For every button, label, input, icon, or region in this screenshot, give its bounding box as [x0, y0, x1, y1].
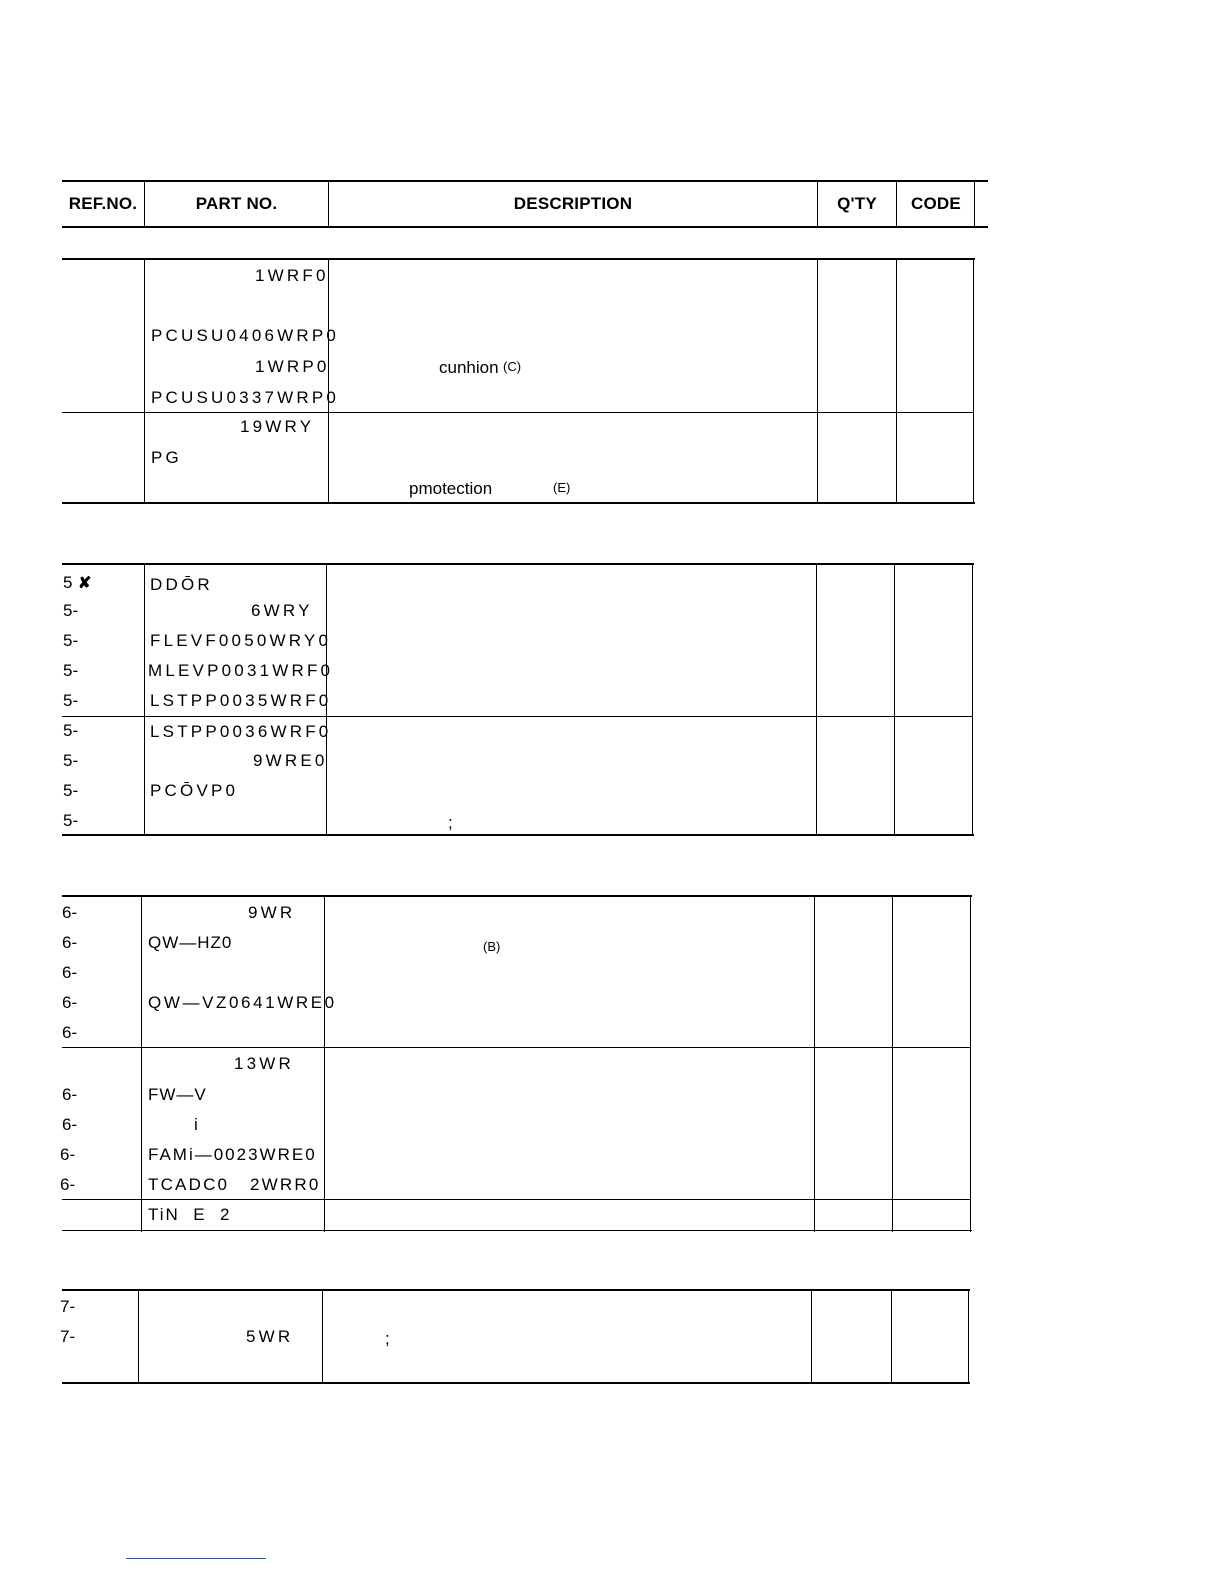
ref-number: 6- — [62, 903, 78, 922]
part-number: QW—VZ0641WRE0 — [148, 993, 337, 1012]
row-separator — [62, 1199, 971, 1200]
part-number: FAMi—0023WRE0 — [148, 1145, 317, 1164]
column-divider — [817, 260, 818, 504]
column-divider — [144, 565, 145, 836]
ref-number: 5- — [63, 781, 79, 800]
column-divider — [970, 897, 971, 1232]
ref-number: 6- — [62, 1023, 78, 1042]
header-ref-no: REF.NO. — [68, 194, 138, 213]
warning-mark-icon: ✘ — [78, 575, 92, 592]
column-divider — [894, 565, 895, 836]
part-number: i — [194, 1115, 201, 1134]
column-divider — [811, 1291, 812, 1384]
ref-number: 5 — [63, 573, 73, 592]
part-number: FLEVF0050WRY0 — [150, 631, 332, 650]
column-divider — [322, 1291, 323, 1384]
footer-rule — [126, 1558, 266, 1559]
header-divider — [974, 182, 975, 228]
part-number: 13WR — [234, 1054, 295, 1073]
ref-number: 5- — [63, 661, 79, 680]
table-header — [62, 180, 988, 228]
ref-number: 5- — [63, 601, 79, 620]
column-divider — [972, 565, 973, 836]
part-number: MLEVP0031WRF0 — [148, 661, 334, 680]
part-number: 1WRF0 — [255, 266, 329, 285]
part-number: 1WRP0 — [255, 357, 330, 376]
ref-number: 6- — [62, 933, 78, 952]
description-text: cunhion — [439, 358, 499, 377]
parts-group-3 — [62, 895, 972, 1231]
part-number: 9WR — [248, 903, 296, 922]
header-part-no: PART NO. — [195, 194, 278, 213]
ref-number: 7- — [60, 1297, 76, 1316]
description-text: pmotection — [409, 479, 493, 498]
part-number: PCŌVP0 — [150, 781, 239, 800]
header-code: CODE — [911, 194, 961, 213]
header-description: DESCRIPTION — [513, 194, 633, 213]
column-divider — [892, 897, 893, 1232]
column-divider — [328, 260, 329, 504]
column-divider — [144, 260, 145, 504]
part-number: 5WR — [246, 1327, 294, 1346]
column-divider — [968, 1291, 969, 1384]
column-divider — [891, 1291, 892, 1384]
column-divider — [141, 897, 142, 1232]
ref-number: 6- — [62, 993, 78, 1012]
header-qty: Q'TY — [837, 194, 877, 213]
part-number: 6WRY — [251, 601, 313, 620]
ref-number: 6- — [60, 1145, 76, 1164]
ref-number: 5- — [63, 631, 79, 650]
part-number: PCUSU0406WRP0 — [151, 326, 340, 345]
part-number: 9WRE0 — [253, 751, 328, 770]
column-divider — [138, 1291, 139, 1384]
row-separator — [62, 716, 973, 717]
part-number: TiN E 2 — [148, 1205, 232, 1224]
ref-number: 6- — [62, 1085, 78, 1104]
column-divider — [973, 260, 974, 504]
part-number: 19WRY — [240, 417, 315, 436]
ref-number: 7- — [60, 1327, 76, 1346]
ref-number: 5- — [63, 691, 79, 710]
parts-group-2 — [62, 563, 974, 836]
ref-number: 6- — [60, 1175, 76, 1194]
column-divider — [814, 897, 815, 1232]
part-number: PG — [151, 448, 182, 467]
part-number: DDŌR — [150, 575, 213, 594]
row-separator — [62, 1047, 971, 1048]
part-number: TCADC0 2WRR0 — [148, 1175, 321, 1194]
part-number: LSTPP0036WRF0 — [150, 722, 332, 741]
ref-number: 5- — [63, 811, 79, 830]
part-number: LSTPP0035WRF0 — [150, 691, 332, 710]
parts-group-1 — [62, 258, 975, 504]
variant-mark: (B) — [483, 939, 501, 954]
column-divider — [896, 260, 897, 504]
description-text: ; — [448, 813, 453, 832]
column-divider — [816, 565, 817, 836]
parts-group-4 — [62, 1289, 970, 1384]
part-number: PCUSU0337WRP0 — [151, 388, 340, 407]
column-divider — [324, 897, 325, 1232]
ref-number: 6- — [62, 963, 78, 982]
variant-mark: (E) — [553, 480, 571, 495]
ref-number: 6- — [62, 1115, 78, 1134]
ref-number: 5- — [63, 751, 79, 770]
ref-number: 5- — [63, 721, 79, 740]
variant-mark: (C) — [503, 359, 522, 374]
part-number: FW—V — [148, 1085, 207, 1104]
part-number: QW—HZ0 — [148, 933, 233, 952]
row-separator — [62, 412, 974, 413]
description-text: ; — [385, 1329, 390, 1348]
